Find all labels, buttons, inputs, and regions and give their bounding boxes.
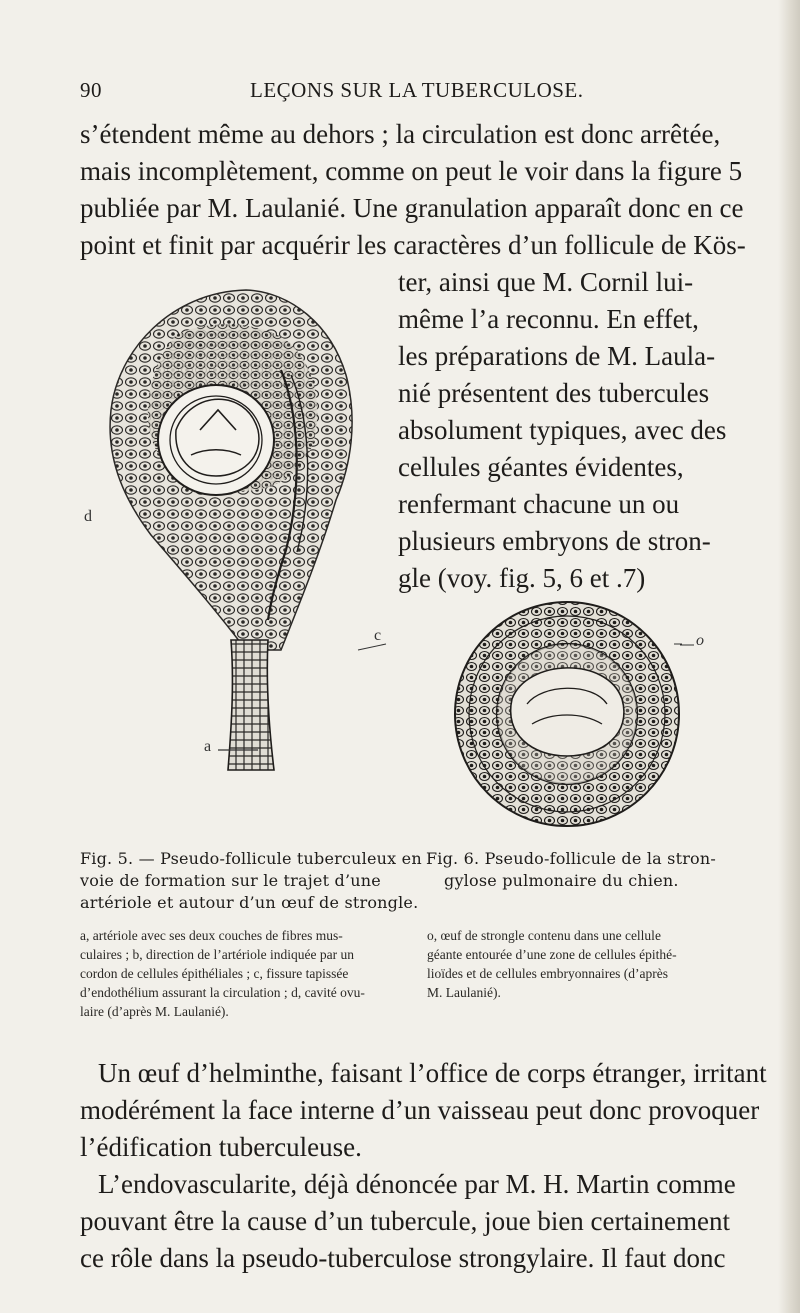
text-line: ter, ainsi que M. Cornil lui- [398, 267, 694, 297]
figure5-leader-a [218, 745, 268, 755]
text-line: absolument typiques, avec des [398, 415, 727, 445]
legend-line: lioïdes et de cellules embryonnaires (d’après [427, 966, 669, 981]
text-line: l’édification tuberculeuse. [80, 1132, 362, 1162]
figure5-illustration [96, 280, 376, 780]
text-line: publiée par M. Laulanié. Une granulation apparaît donc en ce [80, 193, 744, 223]
text-line: pouvant être la cause d’un tubercule, joue bien certainement [80, 1206, 730, 1236]
figure5-leader-c [356, 640, 396, 660]
page-edge-shadow [778, 0, 800, 1313]
text-line: même l’a reconnu. En effet, [398, 304, 699, 334]
text-line: mais incomplètement, comme on peut le voir dans la figure 5 [80, 156, 743, 186]
text-line: plusieurs embryons de stron- [398, 526, 711, 556]
legend-line: d’endothélium assurant la circulation ; d, cavité ovu- [80, 985, 365, 1000]
running-title: LEÇONS SUR LA TUBERCULOSE. [250, 78, 584, 102]
legend-line: o, œuf de strongle contenu dans une cellule [427, 928, 661, 943]
text-line: les préparations de M. Laula- [398, 341, 716, 371]
caption-line: artériole et autour d’un œuf de strongle. [80, 893, 419, 912]
ovular-cavity [158, 385, 274, 495]
legend-line: géante entourée d’une zone de cellules épithé- [427, 947, 677, 962]
legend-line: a, artériole avec ses deux couches de fibres mus- [80, 928, 343, 943]
text-line: L’endovascularite, déjà dénoncée par M. H. Martin comme [98, 1169, 736, 1199]
text-line: renfermant chacune un ou [398, 489, 680, 519]
text-line: nié présentent des tubercules [398, 378, 710, 408]
legend-line: laire (d’après M. Laulanié). [80, 1004, 229, 1019]
caption-line: gylose pulmonaire du chien. [444, 871, 679, 890]
figure6-illustration [452, 584, 682, 844]
figure5-label-d: d [84, 508, 92, 525]
legend-line: culaires ; b, direction de l’artériole indiquée par un [80, 947, 355, 962]
caption-line: Fig. 6. Pseudo-follicule de la stron- [426, 849, 717, 868]
giant-cell-follicle [455, 602, 679, 826]
caption-line: voie de formation sur le trajet d’une [80, 871, 381, 890]
text-line: modérément la face interne d’un vaisseau peut donc provoquer [80, 1095, 760, 1125]
text-line: point et finit par acquérir les caractères d’un follicule de Kös- [80, 230, 746, 260]
running-header [80, 78, 740, 108]
text-line: Un œuf d’helminthe, faisant l’office de corps étranger, irritant [98, 1058, 767, 1088]
text-line: ce rôle dans la pseudo-tuberculose strongylaire. Il faut donc [80, 1243, 726, 1273]
legend-line: M. Laulanié). [427, 985, 501, 1000]
text-line: s’étendent même au dehors ; la circulation est donc arrêtée, [80, 119, 721, 149]
figure5-label-a: a [204, 738, 212, 755]
caption-line: Fig. 5. — Pseudo-follicule tuberculeux en [80, 849, 422, 868]
figure6-label-o: o [696, 632, 704, 649]
figure5-label-c: c [374, 627, 382, 644]
text-line: gle (voy. fig. 5, 6 et .7) [398, 563, 646, 593]
text-line: cellules géantes évidentes, [398, 452, 684, 482]
page-number: 90 [80, 78, 102, 102]
legend-line: cordon de cellules épithéliales ; c, fissure tapissée [80, 966, 349, 981]
